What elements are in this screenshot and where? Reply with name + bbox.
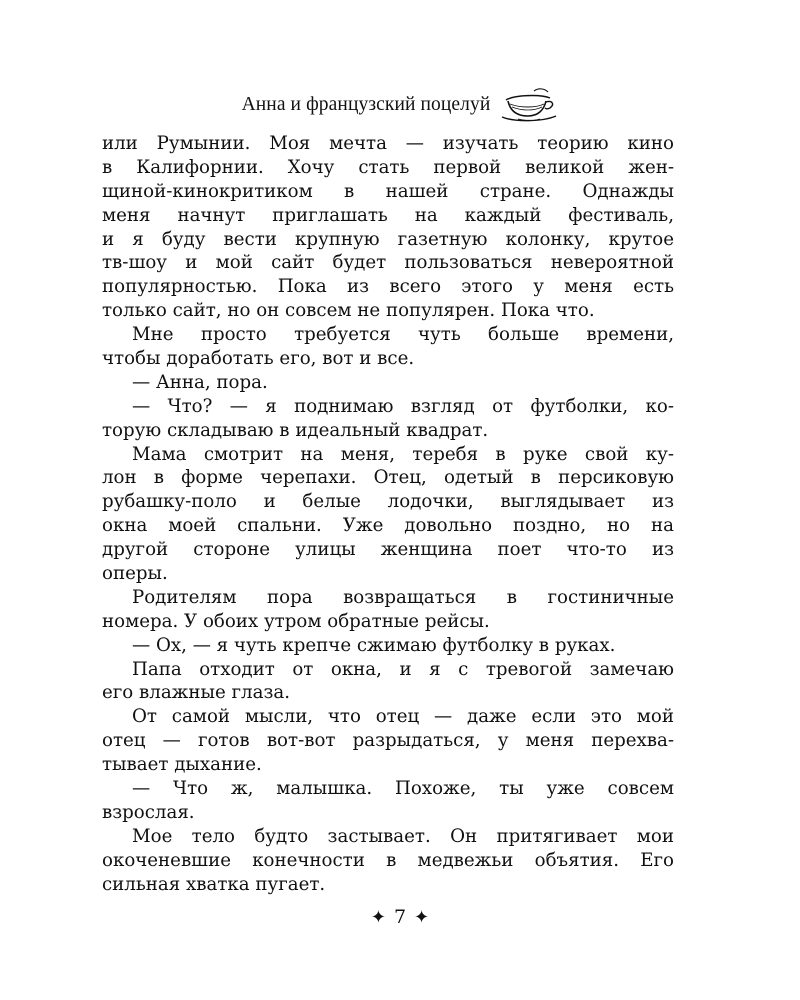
text-line: оперы. [102, 563, 168, 585]
body-text [102, 132, 674, 897]
book-title: Анна и французский поцелуй [241, 94, 491, 115]
text-line: сильная хватка пугает. [102, 873, 326, 895]
star-ornament-icon: ✦ [370, 906, 386, 928]
teacup-icon [500, 86, 558, 124]
text-line: отец — готов вот-вот разрыдаться, у меня перехва- [102, 730, 674, 752]
text-line: другой стороне улицы женщина поет что-то из [102, 539, 674, 561]
text-line: популярностью. Пока из всего этого у меня есть [102, 276, 674, 298]
text-line: меня начнут приглашать на каждый фестиваль, [102, 204, 674, 226]
page-number: 7 [393, 906, 407, 928]
page-footer [0, 906, 800, 928]
text-line: тывает дыхание. [102, 754, 262, 776]
text-line: и я буду вести крупную газетную колонку, крутое [102, 228, 674, 250]
text-line: или Румынии. Моя мечта — изучать теорию кино [102, 133, 674, 154]
text-line: щиной-кинокритиком в нашей стране. Однажды [102, 180, 674, 202]
text-line: — Ох, — я чуть крепче сжимаю футболку в руках. [132, 634, 616, 656]
text-line: окна моей спальни. Уже довольно поздно, но на [102, 515, 674, 537]
text-line: взрослая. [102, 801, 195, 823]
text-line: его влажные глаза. [102, 682, 291, 704]
text-line: Родителям пора возвращаться в гостиничные [132, 586, 674, 608]
text-line: Мама смотрит на меня, теребя в руке свой ку- [132, 443, 674, 465]
text-line: рубашку-поло и белые лодочки, выглядывает из [102, 491, 674, 513]
text-line: номера. У обоих утром обратные рейсы. [102, 610, 490, 632]
text-line: Папа отходит от окна, и я с тревогой замечаю [132, 658, 674, 680]
text-line: только сайт, но он совсем не популярен. Пока что. [102, 300, 595, 322]
text-line: торую складываю в идеальный квадрат. [102, 419, 489, 441]
text-line: От самой мысли, что отец — даже если это мой [132, 706, 674, 728]
running-header [0, 86, 800, 124]
text-line: в Калифорнии. Хочу стать первой великой жен- [102, 156, 674, 178]
text-line: — Что ж, малышка. Похоже, ты уже совсем [132, 778, 674, 800]
text-line: лон в форме черепахи. Отец, одетый в персиковую [102, 467, 674, 489]
text-line: Мое тело будто застывает. Он притягивает мои [132, 825, 674, 847]
text-line: чтобы доработать его, вот и все. [102, 348, 415, 370]
text-line: тв-шоу и мой сайт будет пользоваться невероятной [102, 252, 674, 274]
text-line: Мне просто требуется чуть больше времени, [132, 324, 674, 346]
text-line: окоченевшие конечности в медвежьи объятия. Его [102, 849, 674, 871]
star-ornament-icon: ✦ [414, 906, 430, 928]
text-line: — Анна, пора. [132, 371, 268, 393]
text-line: — Что? — я поднимаю взгляд от футболки, ко- [132, 395, 674, 417]
